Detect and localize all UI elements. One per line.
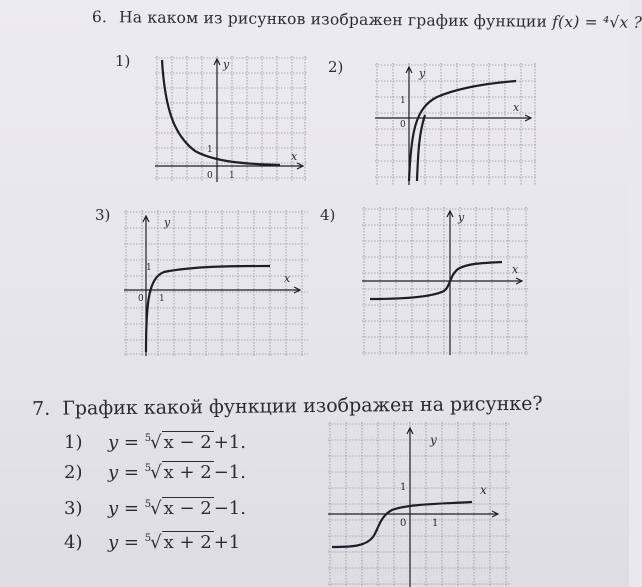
question-7	[32, 393, 543, 420]
origin-label: 0	[138, 294, 144, 304]
question-6-number: 6.	[91, 8, 108, 27]
answer-option-2: 2) y = $^5$√ x + 2 −1.	[64, 462, 246, 483]
y-axis-label: y	[419, 67, 426, 80]
axes	[155, 59, 303, 182]
function-asymptote-branch	[417, 115, 425, 181]
option-1-label: 1)	[115, 52, 131, 70]
axes	[124, 216, 300, 356]
option-4-label: 4)	[320, 206, 336, 224]
y-axis-label: y	[458, 211, 465, 224]
question-6-formula: f(x) = ⁴√x ?	[552, 12, 642, 32]
answer-option-4: 4) y = $^5$√ x + 2 +1	[64, 532, 241, 553]
graph-option-3	[124, 210, 308, 358]
option-3-label: 3)	[95, 206, 111, 224]
origin-label: 0	[400, 518, 407, 529]
graph-question-7	[328, 422, 510, 587]
x-axis-label: x	[513, 101, 520, 114]
axes	[362, 211, 522, 355]
question-6-text: На каком из рисунков изображен график функции	[119, 8, 548, 31]
x-tick-1: 1	[159, 294, 165, 304]
grid-lines	[155, 56, 307, 182]
y-tick-1: 1	[207, 145, 213, 155]
option-2-label: 2)	[328, 58, 344, 76]
x-axis-label: x	[480, 483, 487, 497]
x-axis-label: x	[291, 150, 298, 163]
graph-option-1	[155, 56, 307, 184]
graph-option-2	[375, 63, 537, 187]
y-tick-1: 1	[400, 482, 407, 493]
axes	[328, 428, 498, 587]
graph-option-4	[362, 207, 528, 357]
answer-option-3: 3) y = $^5$√ x − 2 −1.	[64, 498, 246, 519]
x-tick-1: 1	[432, 518, 439, 529]
grid-lines	[124, 210, 308, 356]
question-6	[92, 8, 642, 32]
x-tick-1: 1	[229, 171, 235, 181]
axes	[375, 67, 531, 185]
question-7-number: 7.	[32, 397, 51, 420]
y-tick-1: 1	[400, 96, 406, 106]
function-curve	[146, 266, 270, 352]
question-7-text: График какой функции изображен на рисунке?	[62, 392, 543, 420]
origin-label: 0	[207, 171, 213, 181]
y-tick-1: 1	[146, 263, 152, 273]
x-axis-label: x	[512, 263, 519, 276]
y-axis-label: y	[164, 216, 171, 229]
y-axis-label: y	[223, 58, 230, 71]
x-axis-label: x	[284, 272, 291, 285]
origin-label: 0	[400, 120, 406, 130]
answer-option-1: 1) y = $^5$√ x − 2 +1.	[64, 432, 246, 453]
y-axis-label: y	[430, 433, 437, 447]
